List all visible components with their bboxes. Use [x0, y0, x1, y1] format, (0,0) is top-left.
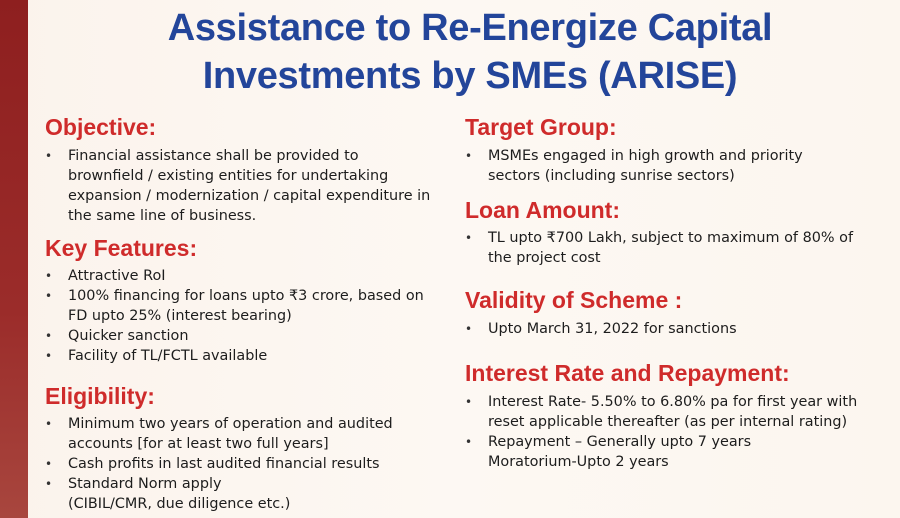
interest-heading: Interest Rate and Repayment:	[465, 360, 790, 386]
objective-item: • Financial assistance shall be provided to brownfield / existing entities for undertaking expansion / modernization / capital expenditure in the same line of business.	[45, 146, 435, 226]
target-group-list	[465, 146, 805, 186]
title-line-2: Investments by SMEs (ARISE)	[202, 55, 738, 97]
loan-amount-heading: Loan Amount:	[465, 197, 621, 223]
interest-item: • Interest Rate- 5.50% to 6.80% pa for first year with reset applicable thereafter (as per internal rating)	[465, 392, 870, 432]
interest-list	[465, 392, 870, 472]
loan-amount-item: • TL upto ₹700 Lakh, subject to maximum of 80% of the project cost	[465, 228, 870, 268]
objective-heading: Objective:	[45, 114, 157, 140]
eligibility-item-continuation: (CIBIL/CMR, due diligence etc.)	[68, 496, 291, 512]
validity-item: • Upto March 31, 2022 for sanctions	[465, 319, 870, 339]
title-line-1: Assistance to Re-Energize Capital	[167, 7, 773, 49]
key-feature-item: • Attractive RoI	[45, 266, 440, 286]
target-group-heading: Target Group:	[465, 114, 617, 140]
interest-item-continuation: Moratorium-Upto 2 years	[488, 454, 669, 470]
page-title	[40, 4, 900, 100]
loan-amount-list	[465, 228, 870, 268]
eligibility-heading: Eligibility:	[45, 383, 155, 409]
key-features-heading: Key Features:	[45, 235, 198, 261]
objective-list	[45, 146, 435, 226]
key-feature-item: • 100% financing for loans upto ₹3 crore, based on FD upto 25% (interest bearing)	[45, 286, 440, 326]
key-feature-item: • Quicker sanction	[45, 326, 440, 346]
eligibility-item: • Minimum two years of operation and audited accounts [for at least two full years]	[45, 414, 415, 454]
eligibility-item: • Standard Norm apply	[45, 474, 415, 494]
key-feature-item: • Facility of TL/FCTL available	[45, 346, 440, 366]
eligibility-item: • Cash profits in last audited financial results	[45, 454, 415, 474]
side-accent-bar	[0, 0, 28, 518]
target-group-item: • MSMEs engaged in high growth and priority sectors (including sunrise sectors)	[465, 146, 805, 186]
interest-item: • Repayment – Generally upto 7 years	[465, 432, 870, 452]
key-features-list	[45, 266, 440, 366]
validity-heading: Validity of Scheme :	[465, 287, 683, 313]
validity-list	[465, 319, 870, 339]
eligibility-list	[45, 414, 415, 514]
